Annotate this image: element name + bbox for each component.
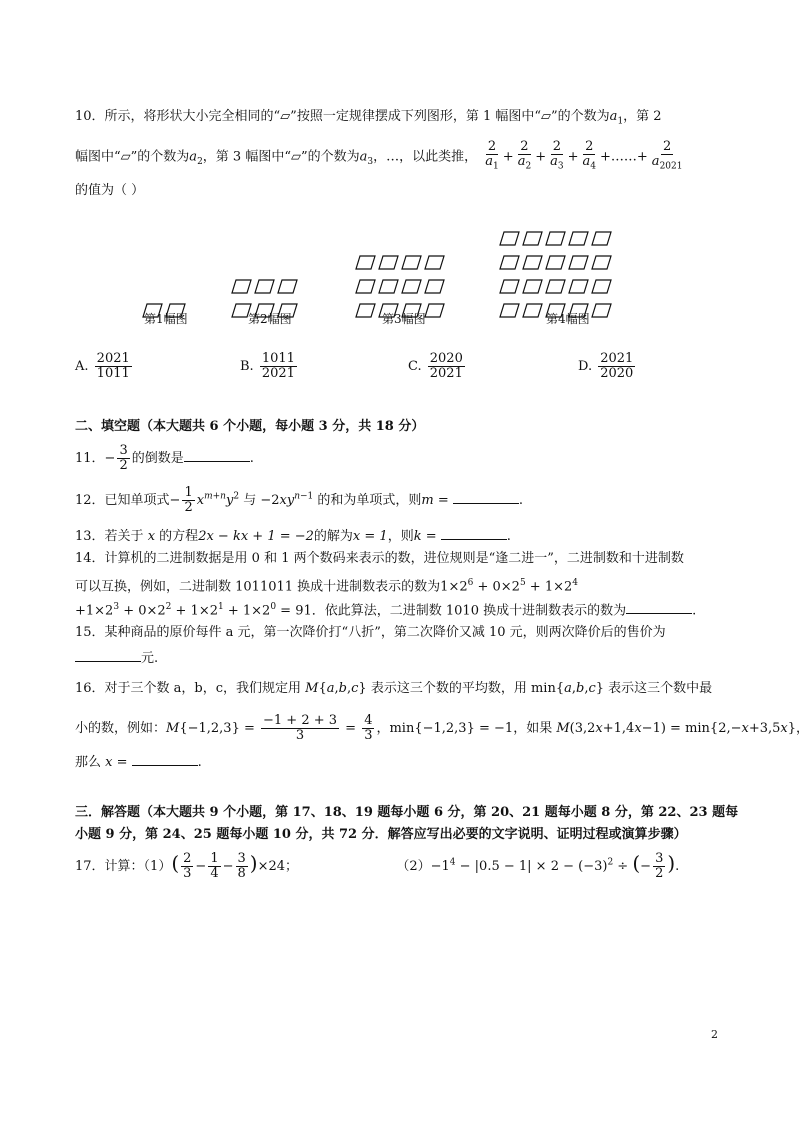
q15-line1: 15．某种商品的原价每件 a 元，第一次降价打“八折”，第二次降价又减 10 元，则两次降价后的售价为 — [75, 625, 666, 640]
q12: 12．已知单项式− $\frac{1}{2}$ $x^{m+n}y^2$ 与 $-2xy^{n-1}$ 的和为单项式，则m = . — [75, 485, 524, 515]
sum-term-1: $\frac{2}{a_1}$ — [485, 139, 499, 172]
q14-answer-blank[interactable] — [626, 600, 692, 614]
parallelogram-fig4 — [523, 304, 542, 317]
parallelogram-fig4 — [500, 256, 519, 269]
q10-line1: 10．所示，将形状大小完全相同的“▱”按照一定规律摆成下列图形，第 1 幅图中“▱”的个数为$a_1$，第 2 — [75, 109, 662, 127]
q10-line3: 的值为（ ） — [75, 183, 145, 198]
caption-fig2: 第2幅图 — [248, 312, 292, 326]
parallelogram-fig3 — [425, 280, 444, 293]
parallelogram-fig4 — [523, 280, 542, 293]
parallelogram-fig3 — [356, 256, 375, 269]
parallelogram-fig3 — [379, 280, 398, 293]
parallelogram-fig4 — [546, 256, 565, 269]
section-3-heading-line1: 三．解答题（本大题共 9 个小题，第 17、18、19 题每小题 6 分，第 20、21 题每小题 8 分，第 22、23 题每 — [75, 805, 739, 820]
q14-line3: $+1\times 2^3 + 0\times 2^2 + 1\times 2^1 + 1\times 2^0 = 91$．依此算法，二进制数 1010 换成十进制数表示的数为 . — [75, 602, 697, 619]
q13: 13．若关于 x 的方程2x − kx + 1 = −2的解为x = 1，则k = . — [75, 526, 511, 546]
q16-line1: 16．对于三个数 a，b，c，我们规定用 M{a,b,c} 表示这三个数的平均数，用 min{a,b,c} 表示这三个数中最 — [75, 681, 713, 696]
q16-line2: 小的数，例如：M{−1,2,3} = $\frac{-1 + 2 + 3}{3}$ = $\frac{4}{3}$ ，min{−1,2,3} = −1，如果 M(3,2x+1,4x−1) = min{2,−x+3,5x}， — [75, 713, 809, 743]
option-a[interactable]: A. $\frac{2021}{1011}$ — [75, 351, 130, 381]
sum-term-3: $\frac{2}{a_3}$ — [550, 139, 564, 172]
caption-fig1: 第1幅图 — [144, 312, 188, 326]
parallelogram-fig4 — [592, 280, 611, 293]
section-3-heading-line2: 小题 9 分，第 24、25 题每小题 10 分，共 72 分．解答应写出必要的文字说明、证明过程或演算步骤） — [75, 827, 687, 842]
parallelogram-fig4 — [592, 304, 611, 317]
parallelogram-fig3 — [356, 304, 375, 317]
parallelogram-fig4 — [546, 232, 565, 245]
page-number: 2 — [711, 1028, 718, 1041]
parallelogram-fig2 — [255, 280, 274, 293]
q16-line3: 那么 x = . — [75, 752, 202, 772]
parallelogram-fig3 — [356, 280, 375, 293]
sum-term-4: $\frac{2}{a_4}$ — [582, 139, 596, 172]
q17: 17．计算：（1）( $\frac{2}{3}$ − $\frac{1}{4}$ − $\frac{3}{8}$ )×24； $(2)-1^4 - |0.5 - 1| \times 2 - (-3)^2$ ÷ (− $\frac{3}{2}$ ). — [75, 851, 680, 881]
parallelogram-fig4 — [569, 280, 588, 293]
q14-line1: 14．计算机的二进制数据是用 0 和 1 两个数码来表示的数，进位规则是“逢二进一”，二进制数和十进制数 — [75, 551, 684, 566]
parallelogram-fig3 — [402, 256, 421, 269]
parallelogram-fig4 — [500, 280, 519, 293]
q11-answer-blank[interactable] — [184, 448, 250, 462]
q15-answer-blank[interactable] — [75, 648, 141, 662]
q16-answer-blank[interactable] — [132, 752, 198, 766]
q12-answer-blank[interactable] — [453, 490, 519, 504]
parallelogram-fig4 — [523, 256, 542, 269]
sum-term-2: $\frac{2}{a_2}$ — [517, 139, 532, 172]
parallelogram-fig4 — [500, 304, 519, 317]
parallelogram-fig4 — [523, 232, 542, 245]
option-b[interactable]: B. $\frac{1011}{2021}$ — [240, 351, 295, 381]
parallelogram-fig3 — [379, 256, 398, 269]
parallelogram-fig2 — [278, 280, 297, 293]
section-2-heading: 二、填空题（本大题共 6 个小题，每小题 3 分，共 18 分） — [75, 419, 425, 434]
q10-line2: 幅图中“▱”的个数为$a_2$，第 3 幅图中“▱”的个数为$a_3$，…，以此类推， $\frac{2}{a_1}$ + $\frac{2}{a_2}$ + $\frac{2}{a_3}$ + $\frac{2}{a_4}$ +……+ $\frac{2}{a_{2021}}$ — [75, 139, 683, 172]
caption-fig3: 第3幅图 — [382, 312, 426, 326]
parallelogram-fig3 — [425, 304, 444, 317]
caption-fig4: 第4幅图 — [546, 312, 590, 326]
q14-line2: 可以互换，例如，二进制数 1011011 换成十进制数表示的数为$1\times 2^6 + 0\times 2^5 + 1\times 2^4$ — [75, 578, 578, 595]
parallelogram-fig2 — [232, 280, 251, 293]
q15-line2: 元. — [75, 648, 158, 668]
parallelogram-fig4 — [569, 256, 588, 269]
parallelogram-fig3 — [425, 256, 444, 269]
q11: 11．− $\frac{3}{2}$ 的倒数是 . — [75, 443, 254, 473]
parallelogram-fig4 — [592, 256, 611, 269]
sum-term-last: $\frac{2}{a_{2021}}$ — [651, 139, 683, 172]
option-c[interactable]: C. $\frac{2020}{2021}$ — [408, 351, 463, 381]
parallelogram-fig4 — [592, 232, 611, 245]
parallelogram-fig4 — [569, 232, 588, 245]
parallelogram-fig3 — [402, 280, 421, 293]
q13-answer-blank[interactable] — [441, 526, 507, 540]
option-d[interactable]: D. $\frac{2021}{2020}$ — [578, 351, 634, 381]
parallelogram-fig4 — [500, 232, 519, 245]
parallelogram-fig4 — [546, 280, 565, 293]
